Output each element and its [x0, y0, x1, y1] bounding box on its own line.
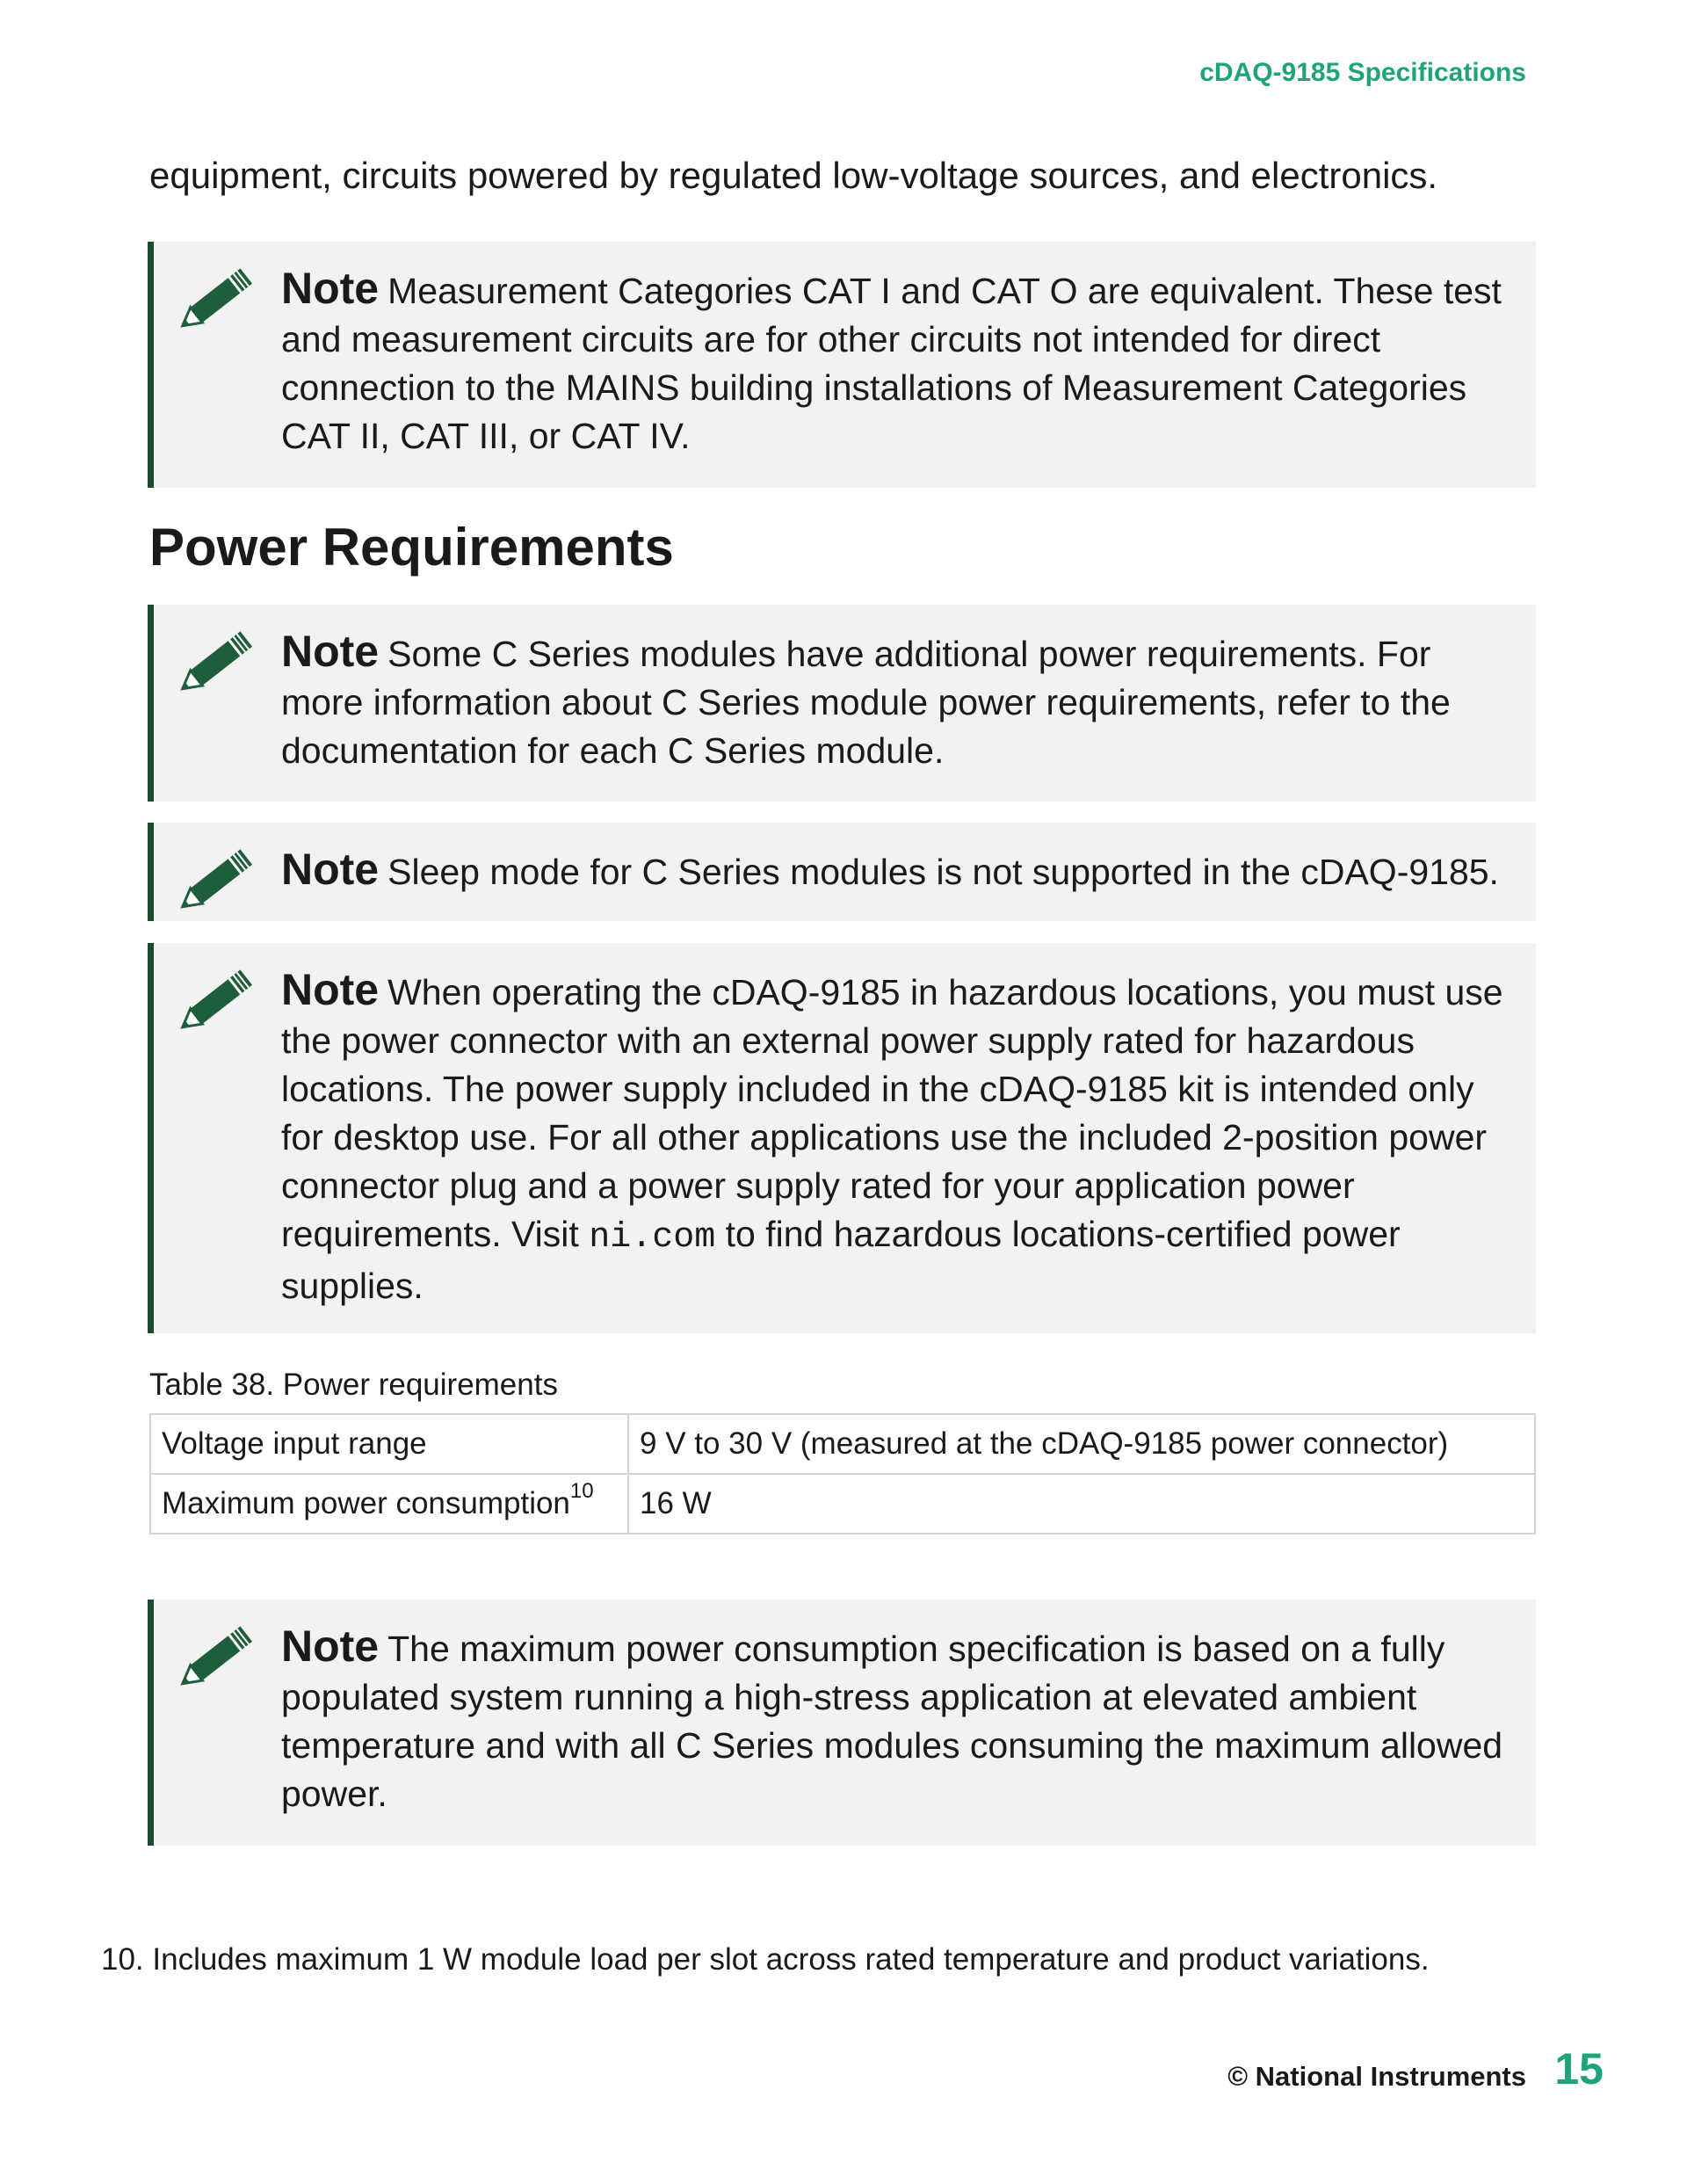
- note-label: Note: [281, 264, 380, 313]
- note-label: Note: [281, 965, 380, 1014]
- running-header: cDAQ-9185 Specifications: [1199, 58, 1526, 87]
- note-box-max-power: [148, 1600, 1536, 1846]
- section-heading: Power Requirements: [149, 518, 674, 577]
- note-box-hazardous-locations: [148, 943, 1536, 1333]
- note-label: Note: [281, 627, 380, 676]
- note-body: [281, 845, 1515, 896]
- note-box-measurement-categories: [148, 242, 1536, 488]
- ni-com-link[interactable]: ni.com: [589, 1218, 716, 1258]
- power-requirements-table: [149, 1413, 1536, 1535]
- note-text-continued: to find hazardous locations-certified power supplies.: [281, 1214, 1401, 1306]
- table-row: [150, 1474, 1535, 1534]
- pencil-icon: [176, 1610, 268, 1698]
- footer-copyright: © National Instruments: [1227, 2061, 1526, 2092]
- continuation-paragraph: equipment, circuits powered by regulated low-voltage sources, and electronics.: [149, 155, 1438, 196]
- note-body: [281, 265, 1515, 461]
- note-text: Sleep mode for C Series modules is not supported in the cDAQ-9185.: [387, 852, 1499, 892]
- table-cell-value: 16 W: [628, 1474, 1535, 1534]
- table-cell-label: Voltage input range: [150, 1414, 628, 1474]
- note-text: Some C Series modules have additional power requirements. For more information about C Series module power requirements, refer to the documentation for each C Series module.: [281, 634, 1451, 771]
- note-text: Measurement Categories CAT I and CAT O are equivalent. These test and measurement circuits are for other circuits not intended for direct connection to the MAINS building installations of Measurement Categories CAT II, CAT III, or CAT IV.: [281, 271, 1502, 456]
- note-text: When operating the cDAQ-9185 in hazardous locations, you must use the power connector with an external power supply rated for hazardous locations. The power supply included in the cDAQ-9185 kit is intended only for desktop use. For all other applications use the included 2-position power connector plug and a power supply rated for your application power requirements. Visit: [281, 972, 1503, 1254]
- pencil-icon: [176, 252, 268, 340]
- note-body: [281, 966, 1515, 1310]
- page-number: 15: [1554, 2044, 1604, 2093]
- pencil-icon: [176, 833, 268, 921]
- note-text: The maximum power consumption specification is based on a fully populated system running a high-stress application at elevated ambient temperature and with all C Series modules consuming the maximum allowed power.: [281, 1629, 1503, 1814]
- note-box-additional-power: [148, 605, 1536, 802]
- footnote: 10. Includes maximum 1 W module load per slot across rated temperature and product variations.: [101, 1942, 1430, 1977]
- note-box-sleep-mode: [148, 823, 1536, 921]
- table-row: [150, 1414, 1535, 1474]
- table-cell-value: 9 V to 30 V (measured at the cDAQ-9185 power connector): [628, 1414, 1535, 1474]
- table-cell-label: Maximum power consumption$^{10}$: [150, 1474, 628, 1534]
- note-body: [281, 628, 1515, 775]
- footnote-reference[interactable]: 10: [569, 1479, 594, 1503]
- pencil-icon: [176, 615, 268, 703]
- note-label: Note: [281, 1622, 380, 1671]
- pencil-icon: [176, 954, 268, 1041]
- note-body: [281, 1622, 1515, 1818]
- note-label: Note: [281, 845, 380, 894]
- table-caption: Table 38. Power requirements: [149, 1368, 558, 1402]
